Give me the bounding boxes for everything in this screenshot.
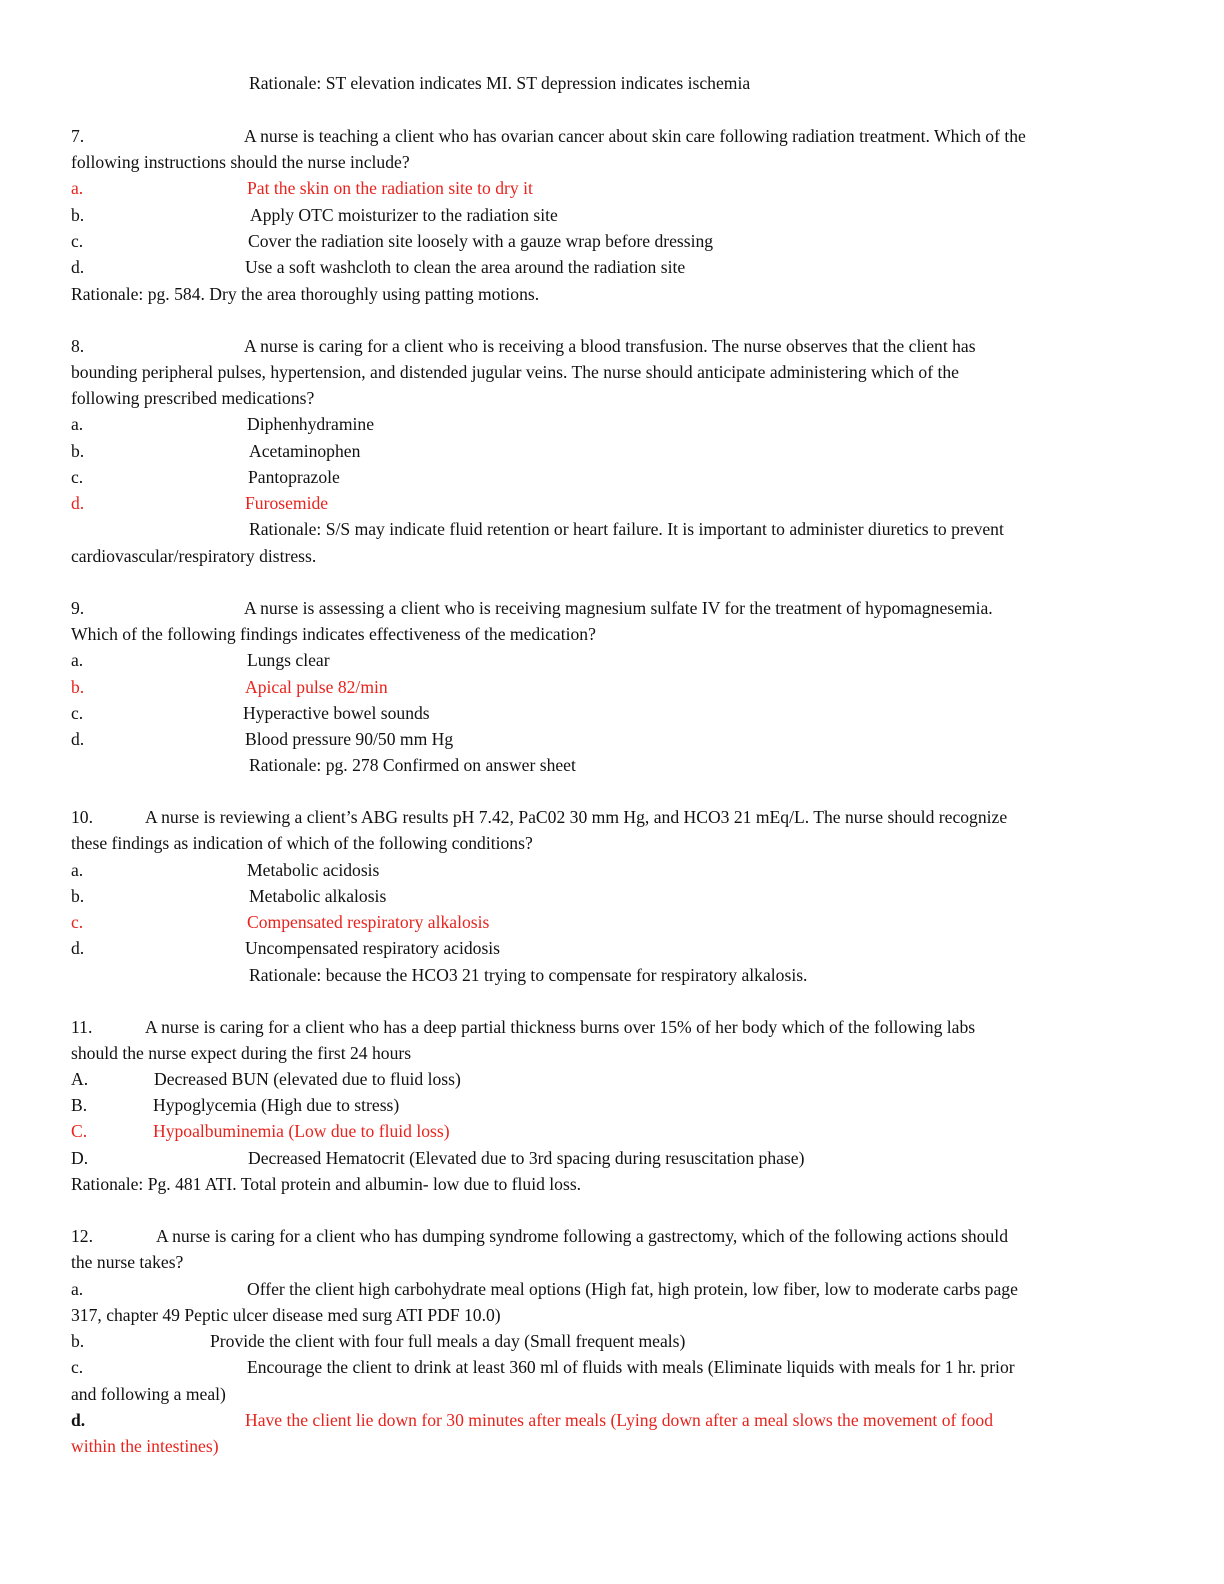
option-letter: c. <box>71 1357 84 1377</box>
option-a: Lungs clear <box>247 650 330 670</box>
question-stem: A nurse is teaching a client who has ovarian cancer about skin care following radiation treatment. Which of the <box>244 126 1026 146</box>
option-d: Blood pressure 90/50 mm Hg <box>245 729 454 749</box>
question-stem: A nurse is caring for a client who has a deep partial thickness burns over 15% of her body which of the following labs <box>145 1017 976 1037</box>
option-b: Apply OTC moisturizer to the radiation site <box>250 205 558 225</box>
option-letter: a. <box>71 178 84 198</box>
option-a-correct: Pat the skin on the radiation site to dry it <box>247 178 533 198</box>
question-stem: A nurse is caring for a client who has dumping syndrome following a gastrectomy, which of the following actions should <box>156 1226 1008 1246</box>
option-letter: A. <box>71 1069 89 1089</box>
option-letter: a. <box>71 1279 84 1299</box>
option-d-correct: Furosemide <box>245 493 329 513</box>
option-a: Metabolic acidosis <box>247 860 380 880</box>
question-number: 11. <box>71 1017 93 1037</box>
question-stem: A nurse is assessing a client who is receiving magnesium sulfate IV for the treatment of hypomagnesemia. <box>244 598 993 618</box>
question-number: 7. <box>71 126 85 146</box>
option-letter: c. <box>71 703 84 723</box>
rationale: Rationale: S/S may indicate fluid retention or heart failure. It is important to administer diuretics to prevent <box>249 519 1004 539</box>
option-d-cont: within the intestines) <box>71 1436 219 1456</box>
rationale: Rationale: because the HCO3 21 trying to compensate for respiratory alkalosis. <box>249 965 808 985</box>
option-c: Cover the radiation site loosely with a gauze wrap before dressing <box>248 231 714 251</box>
question-stem-cont: the nurse takes? <box>71 1252 184 1272</box>
option-a: Decreased BUN (elevated due to fluid loss) <box>154 1069 461 1089</box>
option-letter: c. <box>71 467 84 487</box>
option-c-correct: Hypoalbuminemia (Low due to fluid loss) <box>153 1121 450 1141</box>
question-stem: A nurse is caring for a client who is receiving a blood transfusion. The nurse observes that the client has <box>244 336 976 356</box>
question-stem-cont: Which of the following findings indicates effectiveness of the medication? <box>71 624 596 644</box>
option-b-correct: Apical pulse 82/min <box>245 677 388 697</box>
rationale-cont: cardiovascular/respiratory distress. <box>71 546 317 566</box>
option-c: Hyperactive bowel sounds <box>243 703 430 723</box>
option-b: Provide the client with four full meals a day (Small frequent meals) <box>210 1331 686 1351</box>
option-letter: d. <box>71 729 85 749</box>
option-letter: c. <box>71 231 84 251</box>
question-stem: A nurse is reviewing a client’s ABG results pH 7.42, PaC02 30 mm Hg, and HCO3 21 mEq/L. The nurse should recognize <box>145 807 1008 827</box>
option-d: Decreased Hematocrit (Elevated due to 3rd spacing during resuscitation phase) <box>248 1148 805 1168</box>
rationale: Rationale: Pg. 481 ATI. Total protein and albumin- low due to fluid loss. <box>71 1174 582 1194</box>
option-a-cont: 317, chapter 49 Peptic ulcer disease med surg ATI PDF 10.0) <box>71 1305 501 1325</box>
question-stem-cont: these findings as indication of which of the following conditions? <box>71 833 533 853</box>
question-number: 12. <box>71 1226 93 1246</box>
option-letter: b. <box>71 886 85 906</box>
option-c-cont: and following a meal) <box>71 1384 226 1404</box>
option-c: Encourage the client to drink at least 360 ml of fluids with meals (Eliminate liquids with meals for 1 hr. prior <box>247 1357 1015 1377</box>
option-letter: b. <box>71 441 85 461</box>
option-a: Offer the client high carbohydrate meal options (High fat, high protein, low fiber, low to moderate carbs page <box>247 1279 1018 1299</box>
option-d-correct: Have the client lie down for 30 minutes after meals (Lying down after a meal slows the movement of food <box>245 1410 994 1430</box>
option-letter: d. <box>71 257 85 277</box>
question-stem-cont: bounding peripheral pulses, hypertension, and distended jugular veins. The nurse should anticipate administering which of the <box>71 362 959 382</box>
option-letter: d. <box>71 1410 86 1430</box>
option-letter: b. <box>71 677 85 697</box>
option-b: Metabolic alkalosis <box>249 886 387 906</box>
option-b: Hypoglycemia (High due to stress) <box>153 1095 400 1115</box>
option-c-correct: Compensated respiratory alkalosis <box>247 912 490 932</box>
option-letter: C. <box>71 1121 88 1141</box>
option-letter: b. <box>71 205 85 225</box>
option-letter: c. <box>71 912 84 932</box>
option-letter: B. <box>71 1095 88 1115</box>
option-letter: b. <box>71 1331 85 1351</box>
question-stem-cont: following instructions should the nurse include? <box>71 152 410 172</box>
option-letter: d. <box>71 493 85 513</box>
option-letter: a. <box>71 860 84 880</box>
option-c: Pantoprazole <box>248 467 340 487</box>
option-letter: a. <box>71 414 84 434</box>
option-letter: a. <box>71 650 84 670</box>
rationale: Rationale: pg. 278 Confirmed on answer sheet <box>249 755 576 775</box>
option-a: Diphenhydramine <box>247 414 375 434</box>
top-rationale: Rationale: ST elevation indicates MI. ST depression indicates ischemia <box>249 73 751 93</box>
question-stem-cont: should the nurse expect during the first 24 hours <box>71 1043 412 1063</box>
option-letter: d. <box>71 938 85 958</box>
question-number: 8. <box>71 336 85 356</box>
option-b: Acetaminophen <box>249 441 361 461</box>
option-d: Uncompensated respiratory acidosis <box>245 938 501 958</box>
rationale: Rationale: pg. 584. Dry the area thoroughly using patting motions. <box>71 284 540 304</box>
option-letter: D. <box>71 1148 89 1168</box>
option-d: Use a soft washcloth to clean the area around the radiation site <box>245 257 686 277</box>
question-stem-cont: following prescribed medications? <box>71 388 315 408</box>
question-number: 10. <box>71 807 93 827</box>
question-number: 9. <box>71 598 85 618</box>
